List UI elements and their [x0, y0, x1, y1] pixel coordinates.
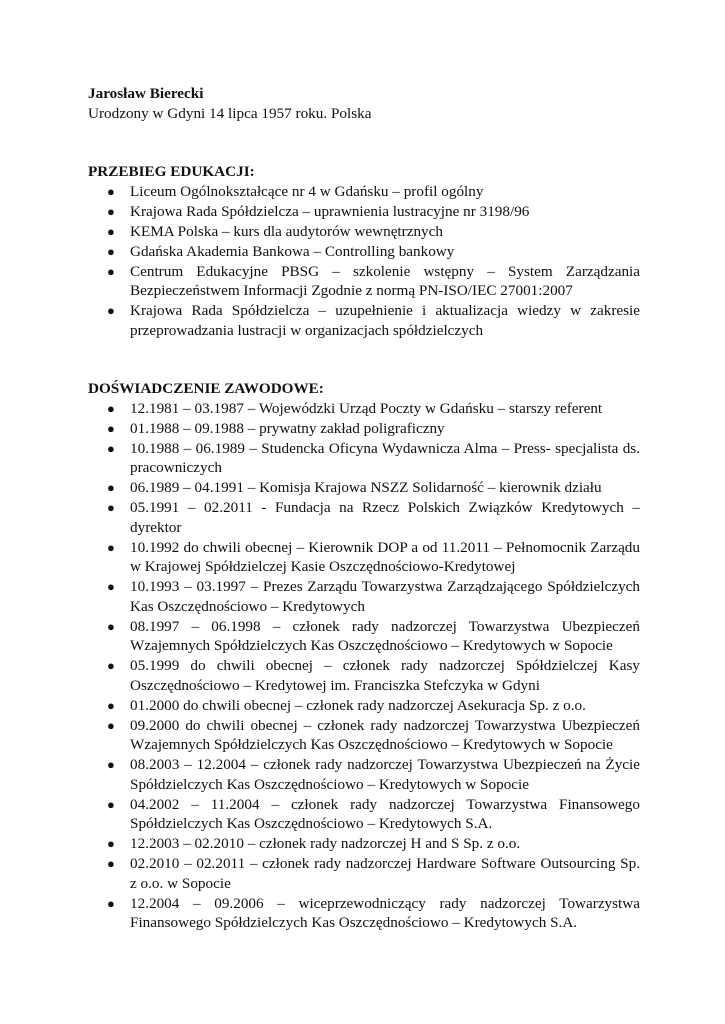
bullet-icon: ● — [107, 263, 115, 279]
experience-item-text: 10.1988 – 06.1989 – Studencka Oficyna Wydawnicza Alma – Press- specjalista ds. pracowniczych — [130, 439, 640, 476]
education-item — [88, 242, 640, 262]
experience-item — [88, 716, 640, 755]
bullet-icon: ● — [107, 717, 115, 733]
experience-item-text: 10.1992 do chwili obecnej – Kierownik DOP a od 11.2011 – Pełnomocnik Zarządu w Krajowej Spółdzielczej Kasie Oszczędnościowo-Kredytowej — [130, 538, 640, 575]
bullet-icon: ● — [107, 420, 115, 436]
experience-item-text: 10.1993 – 03.1997 – Prezes Zarządu Towarzystwa Zarządzającego Spółdzielczych Kas Oszczędnościowo – Kredytowych — [130, 578, 640, 615]
bullet-icon: ● — [107, 796, 115, 812]
education-item — [88, 301, 640, 340]
bullet-icon: ● — [107, 895, 115, 911]
experience-item-text: 05.1991 – 02.2011 - Fundacja na Rzecz Polskich Związków Kredytowych – dyrektor — [130, 499, 640, 536]
education-item-text: KEMA Polska – kurs dla audytorów wewnętrznych — [130, 222, 443, 240]
bullet-icon: ● — [107, 539, 115, 555]
education-item — [88, 262, 640, 301]
education-heading: PRZEBIEG EDUKACJI: — [88, 163, 255, 180]
bullet-icon: ● — [107, 757, 115, 772]
experience-item — [88, 538, 640, 577]
bullet-icon: ● — [107, 658, 115, 673]
experience-item — [88, 696, 640, 716]
education-item-text: Krajowa Rada Spółdzielcza – uzupełnienie i aktualizacja wiedzy w zakresie przeprowadzania lustracji w organizacjach spółdzielczych — [130, 302, 640, 339]
education-item — [88, 222, 640, 242]
bullet-icon: ● — [107, 618, 115, 634]
experience-item — [88, 577, 640, 616]
experience-item — [88, 439, 640, 478]
education-item — [88, 202, 640, 222]
experience-item — [88, 795, 640, 834]
bullet-icon: ● — [107, 579, 115, 594]
person-name: Jarosław Bierecki — [88, 85, 204, 102]
experience-item-text: 02.2010 – 02.2011 – członek rady nadzorczej Hardware Software Outsourcing Sp. z o.o. w Sopocie — [130, 855, 640, 892]
experience-item-text: 12.1981 – 03.1987 – Wojewódzki Urząd Poczty w Gdańsku – starszy referent — [130, 399, 603, 417]
experience-item-text: 01.1988 – 09.1988 – prywatny zakład poligraficzny — [130, 419, 445, 437]
experience-list — [88, 399, 640, 933]
education-list — [88, 182, 640, 341]
experience-item-text: 05.1999 do chwili obecnej – członek rady nadzorczej Spółdzielczej Kasy Oszczędnościowo – Kredytowej im. Franciszka Stefczyka w Gdyni — [130, 657, 640, 694]
education-item-text: Centrum Edukacyjne PBSG – szkolenie wstępny – System Zarządzania Bezpieczeństwem Informacji Zgodnie z normą PN-ISO/IEC 27001:2007 — [130, 262, 640, 299]
experience-item-text: 06.1989 – 04.1991 – Komisja Krajowa NSZZ Solidarność – kierownik działu — [130, 479, 602, 496]
bullet-icon: ● — [107, 400, 115, 416]
bullet-icon: ● — [107, 836, 115, 851]
bullet-icon: ● — [107, 856, 115, 871]
experience-item — [88, 894, 640, 933]
experience-item-text: 08.1997 – 06.1998 – członek rady nadzorczej Towarzystwa Ubezpieczeń Wzajemnych Spółdzielczych Kas Oszczędnościowo – Kredytowych w Sopocie — [130, 617, 640, 654]
experience-item — [88, 478, 640, 498]
experience-item-text: 12.2004 – 09.2006 – wiceprzewodniczący rady nadzorczej Towarzystwa Finansowego Spółdzielczych Kas Oszczędnościowo – Kredytowych S.A. — [130, 894, 640, 931]
bullet-icon: ● — [107, 183, 115, 199]
bullet-icon: ● — [107, 203, 115, 219]
birth-info: Urodzony w Gdyni 14 lipca 1957 roku. Polska — [88, 104, 372, 122]
bullet-icon: ● — [107, 223, 115, 239]
education-item-text: Krajowa Rada Spółdzielcza – uprawnienia lustracyjne nr 3198/96 — [130, 202, 530, 220]
education-item-text: Liceum Ogólnokształcące nr 4 w Gdańsku – profil ogólny — [130, 182, 484, 200]
experience-item — [88, 834, 640, 854]
bullet-icon: ● — [107, 697, 115, 713]
experience-item — [88, 498, 640, 537]
experience-item-text: 09.2000 do chwili obecnej – członek rady nadzorczej Towarzystwa Ubezpieczeń Wzajemnych Spółdzielczych Kas Oszczędnościowo – Kredytowych w Sopocie — [130, 716, 640, 753]
experience-item — [88, 854, 640, 893]
experience-item-text: 04.2002 – 11.2004 – członek rady nadzorczej Towarzystwa Finansowego Spółdzielczych Kas Oszczędnościowo – Kredytowych S.A. — [130, 795, 640, 832]
bullet-icon: ● — [107, 500, 115, 515]
education-item — [88, 182, 640, 202]
education-item-text: Gdańska Akademia Bankowa – Controlling bankowy — [130, 242, 455, 260]
experience-item-text: 08.2003 – 12.2004 – członek rady nadzorczej Towarzystwa Ubezpieczeń na Życie Spółdzielczych Kas Oszczędnościowo – Kredytowych w Sopocie — [130, 756, 640, 793]
experience-item — [88, 656, 640, 695]
bullet-icon: ● — [107, 480, 115, 495]
experience-item — [88, 399, 640, 419]
cv-document — [88, 84, 640, 933]
experience-item — [88, 755, 640, 794]
experience-item-text: 12.2003 – 02.2010 – członek rady nadzorczej H and S Sp. z o.o. — [130, 835, 521, 852]
bullet-icon: ● — [107, 243, 115, 259]
experience-item — [88, 419, 640, 439]
experience-item-text: 01.2000 do chwili obecnej – członek rady nadzorczej Asekuracja Sp. z o.o. — [130, 696, 586, 714]
experience-heading: DOŚWIADCZENIE ZAWODOWE: — [88, 380, 324, 397]
bullet-icon: ● — [107, 440, 115, 456]
bullet-icon: ● — [107, 303, 115, 318]
experience-item — [88, 617, 640, 656]
